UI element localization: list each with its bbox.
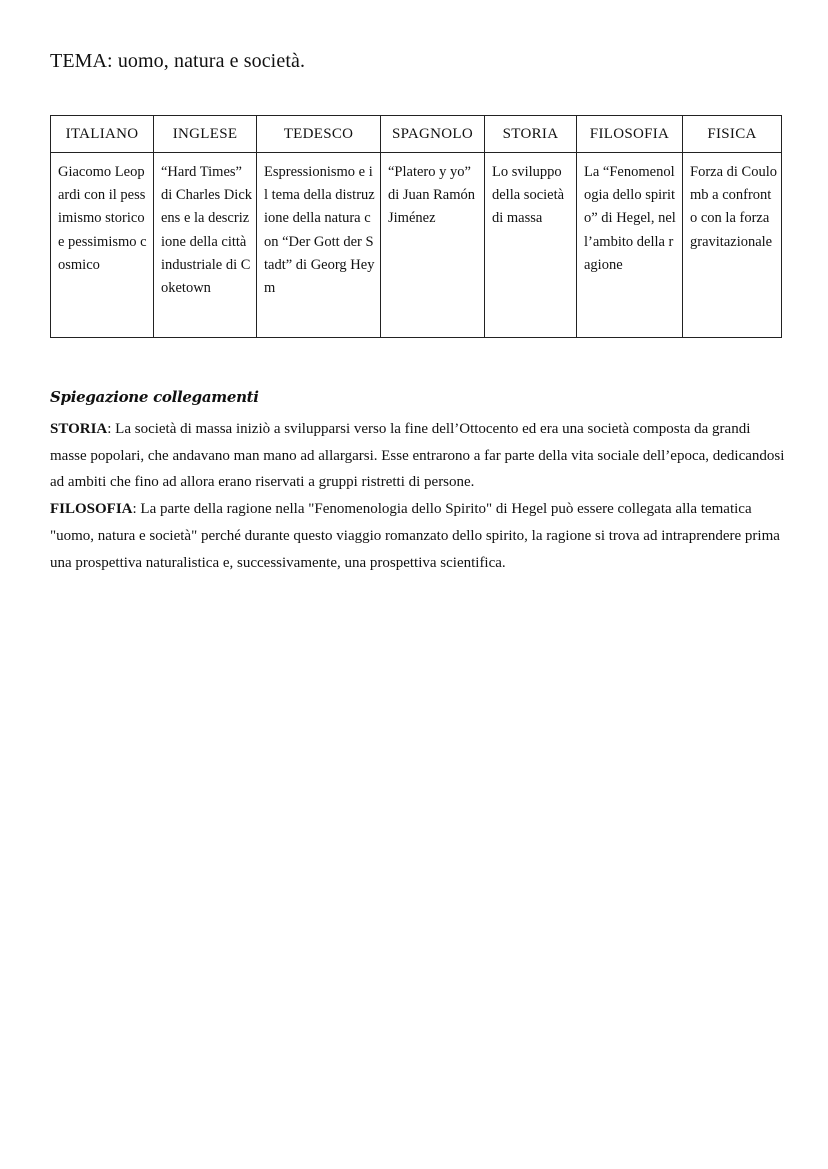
table-header-row — [51, 116, 782, 153]
header-filosofia: FILOSOFIA — [577, 116, 683, 153]
cell-fisica: Forza di Coulomb a confronto con la forza gravitazionale — [683, 153, 782, 338]
page-title: TEMA: uomo, natura e società. — [50, 50, 306, 72]
storia-text: : La società di massa iniziò a svilupparsi verso la fine dell’Ottocento ed era una società composta da grandi masse popolari, che andavano man mano ad allargarsi. Esse entrarono a far parte della vita sociale dell’epoca, dedicandosi ad ambiti che fino ad allora erano riservati a gruppi ristretti di persone. — [50, 421, 785, 491]
header-storia: STORIA — [485, 116, 577, 153]
section-heading: Spiegazione collegamenti — [50, 388, 259, 406]
filosofia-label: FILOSOFIA — [50, 501, 133, 518]
header-tedesco: TEDESCO — [257, 116, 381, 153]
cell-tedesco: Espressionismo e il tema della distruzione della natura con “Der Gott der Stadt” di Georg Heym — [257, 153, 381, 338]
header-spagnolo: SPAGNOLO — [381, 116, 485, 153]
header-italiano: ITALIANO — [51, 116, 154, 153]
header-fisica: FISICA — [683, 116, 782, 153]
cell-spagnolo: “Platero y yo” di Juan Ramón Jiménez — [381, 153, 485, 338]
cell-italiano: Giacomo Leopardi con il pessimismo storico e pessimismo cosmico — [51, 153, 154, 338]
cell-storia: Lo sviluppo della società di massa — [485, 153, 577, 338]
storia-paragraph — [50, 416, 785, 496]
cell-inglese: “Hard Times” di Charles Dickens e la descrizione della città industriale di Coketown — [154, 153, 257, 338]
table-row — [51, 153, 782, 338]
cell-filosofia: La “Fenomenologia dello spirito” di Hegel, nell’ambito della ragione — [577, 153, 683, 338]
explanations-body — [50, 416, 785, 576]
filosofia-text: : La parte della ragione nella "Fenomenologia dello Spirito" di Hegel può essere collegata alla tematica "uomo, natura e società" perché durante questo viaggio romanzato dello spirito, la ragione si trova ad intraprendere prima una prospettiva naturalistica e, successivamente, una prospettiva scientifica. — [50, 501, 780, 571]
storia-label: STORIA — [50, 421, 108, 437]
header-inglese: INGLESE — [154, 116, 257, 153]
filosofia-paragraph — [50, 496, 785, 576]
subjects-table — [50, 115, 782, 338]
